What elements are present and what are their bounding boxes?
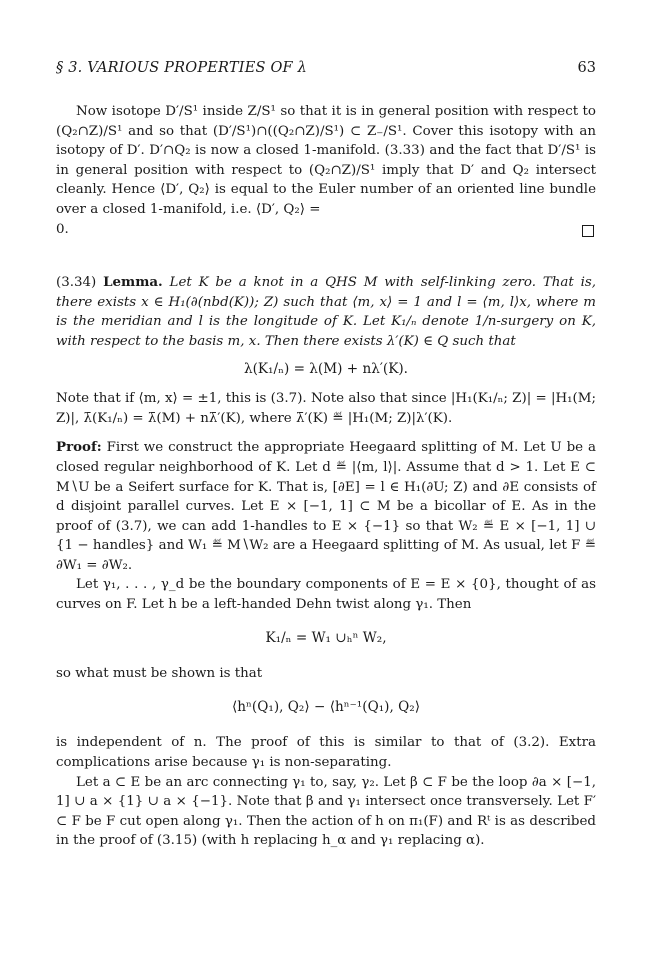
- proof-text-5: Let a ⊂ E be an arc connecting γ₁ to, say, γ₂. Let β ⊂ F be the loop ∂a × [−1, 1] ∪ a × {1} ∪ a × {−1}. Note that β and γ₁ intersect once transversely. Let F′ ⊂ F be F cut open along γ₁. Then the action of h on π₁(F) and Rᵗ is as described in the proof of (3.15) (with h replacing h_α and γ₁ replacing α).: [56, 774, 596, 849]
- lemma-formula: λ(K₁/ₙ) = λ(M) + nλ′(K).: [243, 360, 409, 377]
- proof-text-3: so what must be shown is that: [56, 666, 263, 682]
- page: [56, 60, 596, 851]
- note-paragraph: Note that if ⟨m, x⟩ = ±1, this is (3.7). Note also that since |H₁(K₁/ₙ; Z)| = |H₁(M; Z)|, λ̄(K₁/ₙ) = λ̄(M) + nλ̄′(K), where λ̄′(K) ≝ |H₁(M; Z)|λ′(K).: [56, 391, 596, 426]
- section-title: § 3. VARIOUS PROPERTIES OF λ: [56, 60, 307, 76]
- page-number: 63: [577, 60, 596, 76]
- paragraph-isotopy-end: 0.: [56, 221, 69, 237]
- qed-line: [56, 220, 596, 240]
- proof-text-2: Let γ₁, . . . , γ_d be the boundary components of E = E × {0}, thought of as curves on F. Let h be a left-handed Dehn twist along γ₁. Then: [56, 577, 596, 613]
- lemma-title: Lemma.: [103, 274, 163, 291]
- proof-label: Proof:: [56, 439, 102, 456]
- proof-formula-2: ⟨hⁿ(Q₁), Q₂⟩ − ⟨hⁿ⁻¹(Q₁), Q₂⟩: [231, 698, 421, 715]
- qed-box-icon: [582, 225, 594, 237]
- running-header: [56, 60, 596, 76]
- proof-formula-1: K₁/ₙ = W₁ ∪ₕⁿ W₂,: [265, 629, 387, 646]
- paragraph-isotopy: Now isotope D′/S¹ inside Z/S¹ so that it is in general position with respect to (Q₂∩Z)/S¹ and so that (D′/S¹)∩((Q₂∩Z)/S¹) ⊂ Z₋/S¹. Cover this isotopy with an isotopy of D′. D′∩Q₂ is now a closed 1-manifold. (3.33) and the fact that D′/S¹ is in general position with respect to (Q₂∩Z)/S¹ imply that D′ and Q₂ intersect cleanly. Hence ⟨D′, Q₂⟩ is equal to the Euler number of an oriented line bundle over a closed 1-manifold, i.e. ⟨D′, Q₂⟩ =: [56, 104, 596, 217]
- lemma-statement: [56, 273, 596, 351]
- proof-text-1: First we construct the appropriate Heegaard splitting of M. Let U be a closed regular neighborhood of K. Let d ≝ |⟨m, l⟩|. Assume that d > 1. Let E ⊂ M∖U be a Seifert surface for K. That is, [∂E] = l ∈ H₁(∂U; Z) and ∂E consists of d disjoint parallel curves. Let E × [−1, 1] ⊂ M be a bicollar of E. As in the proof of (3.7), we can add 1-handles to E × {−1} so that W₂ ≝ E × [−1, 1] ∪ {1 − handles} and W₁ ≝ M∖W₂ are a Heegaard splitting of M. As usual, let F ≝ ∂W₁ = ∂W₂.: [56, 440, 596, 573]
- lemma-body: Let K be a knot in a QHS M with self-linking zero. That is, there exists x ∈ H₁(∂(nbd(K)); Z) such that ⟨m, x⟩ = 1 and l = ⟨m, l⟩x, where m is the meridian and l is the longitude of K. Let K₁/ₙ denote 1/n-surgery on K, with respect to the basis m, x. Then there exists λ′(K) ∈ Q such that: [56, 275, 596, 349]
- lemma-number: (3.34): [56, 275, 97, 291]
- proof-text-4: is independent of n. The proof of this is similar to that of (3.2). Extra complications arise because γ₁ is non-separating.: [56, 735, 596, 771]
- proof-paragraph: [56, 438, 596, 575]
